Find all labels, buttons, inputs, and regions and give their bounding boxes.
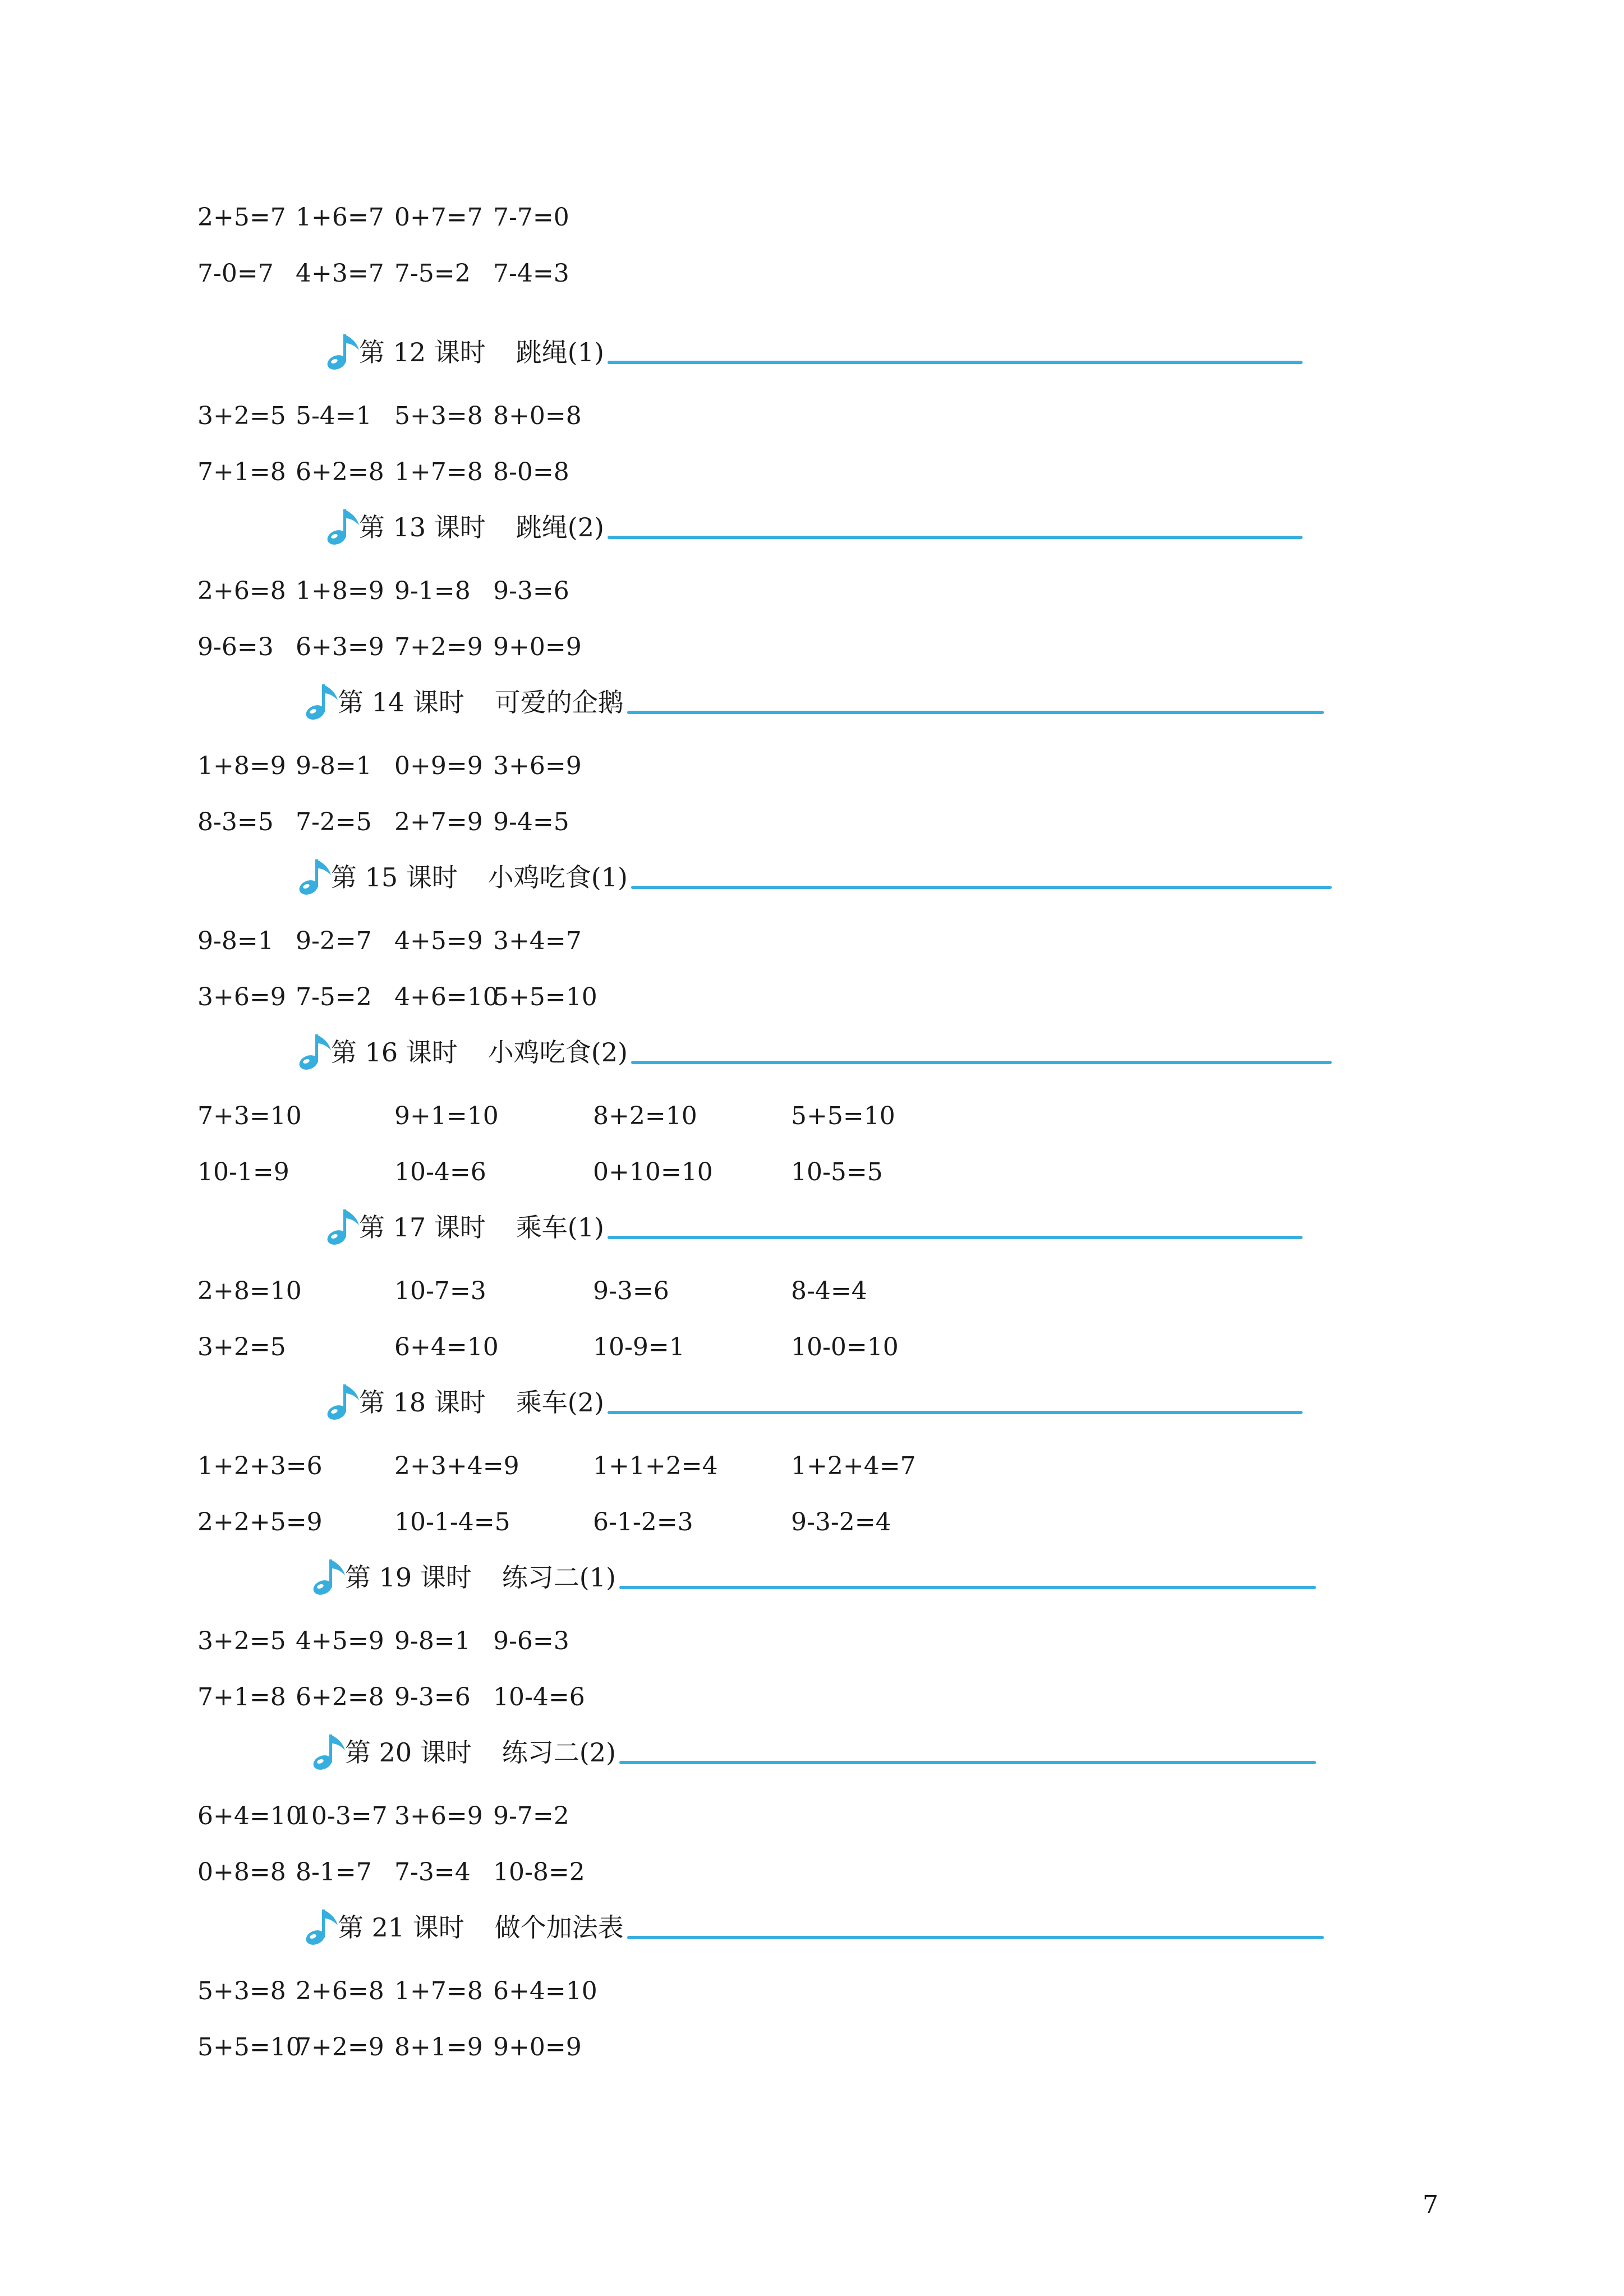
equation: 9-6=3 [197, 633, 274, 661]
equation: 5-4=1 [296, 402, 372, 430]
equation: 2+2+5=9 [197, 1508, 323, 1536]
equation: 7-3=4 [394, 1858, 471, 1887]
heading-underline [627, 1936, 1324, 1939]
lesson-title: 练习二(2) [502, 1737, 616, 1768]
equation-row [0, 1800, 1010, 1833]
lesson-heading [303, 1905, 1324, 1950]
equation: 0+7=7 [394, 203, 483, 232]
music-note-icon [324, 1381, 361, 1421]
equation: 2+8=10 [197, 1277, 302, 1305]
equation: 6+3=9 [296, 633, 384, 661]
equation: 4+5=9 [296, 1627, 384, 1655]
equation-row [0, 201, 1010, 234]
equation-row [0, 806, 1010, 839]
lesson-number: 第 17 课时 [359, 1212, 486, 1243]
equation: 5+5=10 [791, 1102, 895, 1130]
equation: 10-3=7 [296, 1802, 388, 1830]
lesson-title: 小鸡吃食(2) [487, 1037, 628, 1068]
equation: 9-4=5 [493, 808, 569, 836]
equation: 3+2=5 [197, 402, 286, 430]
lesson-number: 第 13 课时 [359, 512, 486, 542]
equation: 10-5=5 [791, 1158, 883, 1186]
music-note-icon [310, 1556, 347, 1596]
equation: 9-3=6 [493, 577, 569, 605]
lesson-heading [303, 680, 1324, 725]
equation-row [0, 455, 1010, 489]
equation: 1+7=8 [394, 1977, 483, 2005]
equation: 8+1=9 [394, 2033, 483, 2062]
equation: 3+2=5 [197, 1333, 286, 1361]
equation: 1+7=8 [394, 458, 483, 486]
heading-underline [631, 1061, 1332, 1064]
equation-row [0, 1099, 1010, 1133]
equation: 9-3=6 [394, 1683, 471, 1711]
equation: 3+6=9 [493, 752, 582, 780]
lesson-number: 第 14 课时 [338, 687, 464, 717]
heading-underline [631, 886, 1332, 889]
equation-row [0, 749, 1010, 783]
equation: 7+2=9 [296, 2033, 384, 2062]
equation: 8-1=7 [296, 1858, 372, 1887]
music-note-icon [303, 681, 340, 721]
equation: 9-8=1 [296, 752, 372, 780]
equation-row [0, 924, 1010, 958]
lesson-number: 第 20 课时 [345, 1737, 472, 1768]
equation: 2+3+4=9 [394, 1452, 519, 1480]
equation-row [0, 1506, 1010, 1539]
lesson-title: 做个加法表 [494, 1912, 624, 1943]
heading-underline [608, 1411, 1303, 1414]
lesson-heading [310, 1555, 1316, 1600]
equation: 10-8=2 [493, 1858, 585, 1887]
equation: 1+8=9 [296, 577, 384, 605]
heading-underline [608, 536, 1303, 539]
equation: 10-1=9 [197, 1158, 289, 1186]
music-note-icon [310, 1731, 347, 1772]
equation: 8-4=4 [791, 1277, 867, 1305]
equation: 7+3=10 [197, 1102, 302, 1130]
equation: 10-1-4=5 [394, 1508, 510, 1536]
equation: 6-1-2=3 [593, 1508, 693, 1536]
lesson-heading [324, 330, 1303, 375]
equation: 1+8=9 [197, 752, 286, 780]
equation: 7+2=9 [394, 633, 483, 661]
equation: 4+3=7 [296, 259, 384, 288]
music-note-icon [324, 1206, 361, 1246]
lesson-number: 第 21 课时 [338, 1912, 464, 1943]
equation: 7-5=2 [296, 983, 372, 1011]
equation: 4+5=9 [394, 927, 483, 955]
equation: 1+2+3=6 [197, 1452, 323, 1480]
lesson-number: 第 12 课时 [359, 337, 486, 367]
equation: 8-3=5 [197, 808, 274, 836]
equation: 6+4=10 [197, 1802, 302, 1830]
heading-underline [608, 361, 1303, 364]
equation: 7+1=8 [197, 1683, 286, 1711]
music-note-icon [296, 1031, 333, 1071]
lesson-title: 乘车(1) [516, 1212, 604, 1243]
equation-row [0, 1331, 1010, 1364]
page-number: 7 [1423, 2191, 1438, 2219]
lesson-heading [310, 1730, 1316, 1775]
equation: 7-4=3 [493, 259, 569, 288]
equation: 7-0=7 [197, 259, 274, 288]
equation: 3+6=9 [197, 983, 286, 1011]
equation-row [0, 574, 1010, 608]
equation: 1+2+4=7 [791, 1452, 916, 1480]
equation: 5+5=10 [197, 2033, 302, 2062]
equation: 7-7=0 [493, 203, 569, 232]
equation-row [0, 1625, 1010, 1658]
equation: 9-3=6 [593, 1277, 669, 1305]
equation: 0+9=9 [394, 752, 483, 780]
equation: 7-5=2 [394, 259, 471, 288]
lesson-title: 跳绳(1) [516, 337, 604, 367]
equation-row [0, 981, 1010, 1014]
equation-row [0, 399, 1010, 433]
equation: 9-6=3 [493, 1627, 569, 1655]
music-note-icon [324, 506, 361, 546]
equation-row [0, 1450, 1010, 1483]
lesson-heading [296, 855, 1332, 900]
equation-row [0, 2031, 1010, 2064]
equation: 2+7=9 [394, 808, 483, 836]
heading-underline [619, 1761, 1316, 1764]
equation: 6+2=8 [296, 458, 384, 486]
lesson-number: 第 18 课时 [359, 1387, 486, 1418]
heading-underline [619, 1586, 1316, 1589]
equation: 1+6=7 [296, 203, 384, 232]
equation: 3+4=7 [493, 927, 582, 955]
equation: 10-7=3 [394, 1277, 486, 1305]
equation-row [0, 1681, 1010, 1714]
equation: 2+5=7 [197, 203, 286, 232]
equation-row [0, 631, 1010, 664]
lesson-title: 跳绳(2) [516, 512, 604, 542]
equation: 5+5=10 [493, 983, 597, 1011]
equation: 7-2=5 [296, 808, 372, 836]
equation-row [0, 1856, 1010, 1889]
equation: 6+4=10 [394, 1333, 499, 1361]
equation: 3+6=9 [394, 1802, 483, 1830]
lesson-number: 第 15 课时 [331, 862, 458, 892]
lesson-heading [324, 1380, 1303, 1425]
equation-row [0, 257, 1010, 291]
equation: 0+8=8 [197, 1858, 286, 1887]
equation: 8-0=8 [493, 458, 569, 486]
equation-row [0, 1975, 1010, 2008]
equation: 4+6=10 [394, 983, 499, 1011]
lesson-heading [324, 1205, 1303, 1250]
equation: 10-0=10 [791, 1333, 899, 1361]
equation: 2+6=8 [296, 1977, 384, 2005]
heading-underline [608, 1236, 1303, 1239]
equation: 10-4=6 [493, 1683, 585, 1711]
equation: 2+6=8 [197, 577, 286, 605]
equation: 9-2=7 [296, 927, 372, 955]
lesson-number: 第 16 课时 [331, 1037, 458, 1068]
equation: 5+3=8 [394, 402, 483, 430]
lesson-heading [324, 505, 1303, 550]
equation: 8+0=8 [493, 402, 582, 430]
equation: 9-1=8 [394, 577, 471, 605]
music-note-icon [303, 1906, 340, 1947]
equation-row [0, 1274, 1010, 1308]
equation: 6+2=8 [296, 1683, 384, 1711]
lesson-title: 小鸡吃食(1) [487, 862, 628, 892]
lesson-heading [296, 1030, 1332, 1075]
equation: 9-8=1 [197, 927, 274, 955]
equation: 8+2=10 [593, 1102, 697, 1130]
equation: 10-9=1 [593, 1333, 685, 1361]
lesson-title: 练习二(1) [502, 1562, 616, 1593]
equation: 9+0=9 [493, 2033, 582, 2062]
heading-underline [627, 711, 1324, 714]
equation: 10-4=6 [394, 1158, 486, 1186]
equation: 9-7=2 [493, 1802, 569, 1830]
equation: 1+1+2=4 [593, 1452, 718, 1480]
equation: 3+2=5 [197, 1627, 286, 1655]
lesson-title: 可爱的企鹅 [494, 687, 624, 717]
equation: 0+10=10 [593, 1158, 713, 1186]
equation: 9+0=9 [493, 633, 582, 661]
music-note-icon [296, 856, 333, 896]
equation: 9+1=10 [394, 1102, 499, 1130]
music-note-icon [324, 331, 361, 371]
equation: 9-3-2=4 [791, 1508, 891, 1536]
equation: 6+4=10 [493, 1977, 597, 2005]
equation: 7+1=8 [197, 458, 286, 486]
lesson-number: 第 19 课时 [345, 1562, 472, 1593]
lesson-title: 乘车(2) [516, 1387, 604, 1418]
equation: 9-8=1 [394, 1627, 471, 1655]
equation-row [0, 1156, 1010, 1189]
equation: 5+3=8 [197, 1977, 286, 2005]
